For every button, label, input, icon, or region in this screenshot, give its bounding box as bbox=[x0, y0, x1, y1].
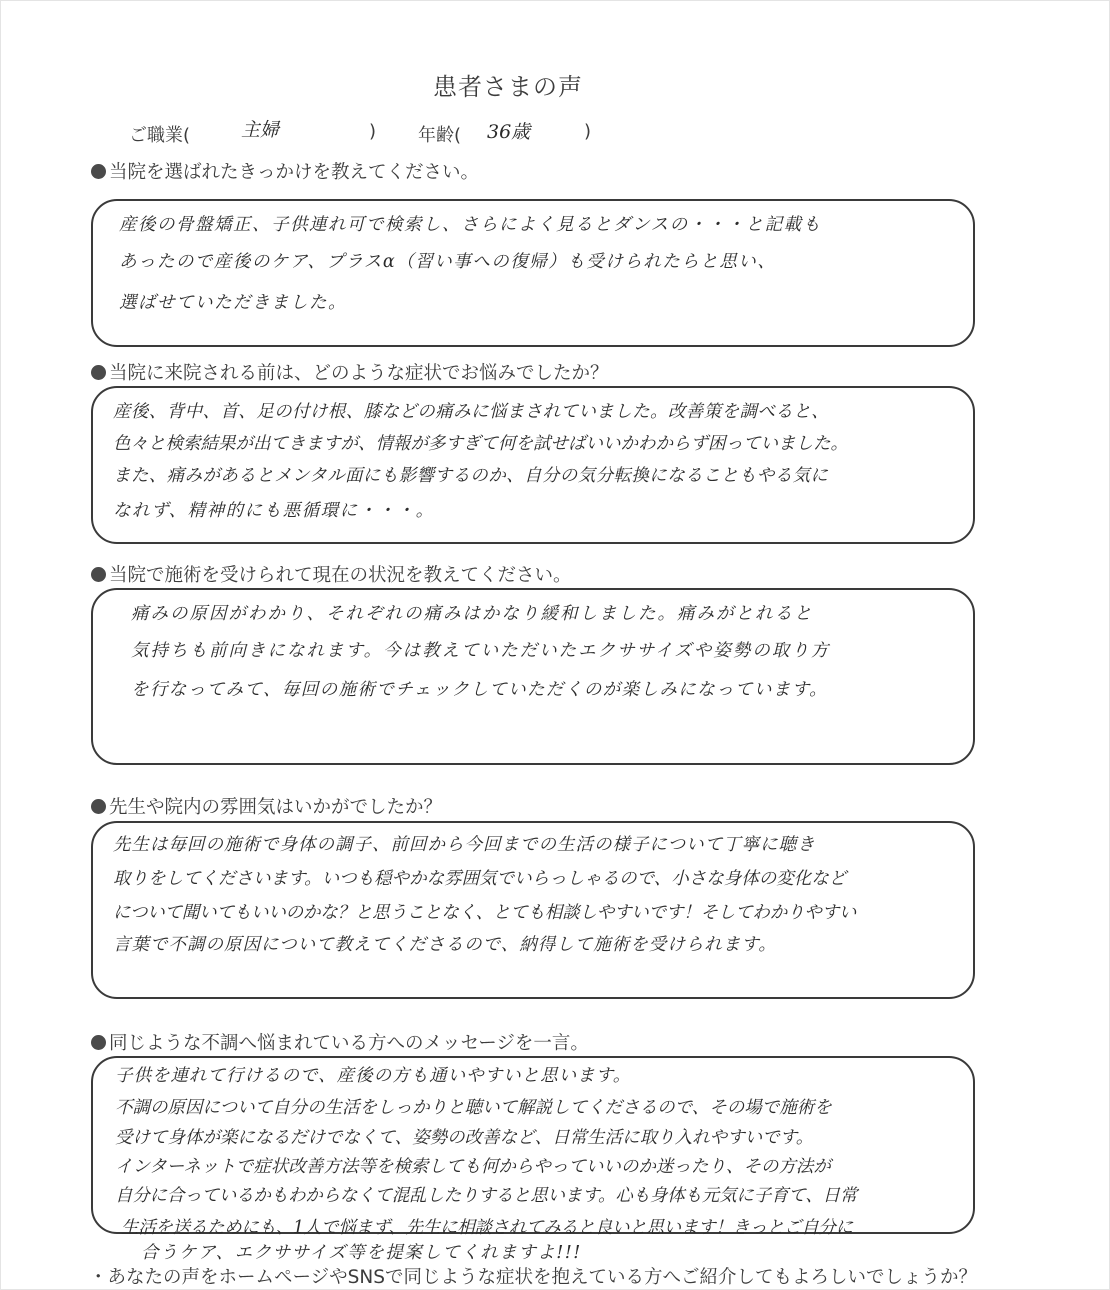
question-symptoms-before: 当院に来院される前は、どのような症状でお悩みでしたか？ bbox=[91, 359, 609, 385]
answer-line: なれず、精神的にも悪循環に・・・。 bbox=[113, 501, 435, 521]
answer-overflow-line: 合うケア、エクササイズ等を提案してくれますよ!!! bbox=[141, 1243, 582, 1263]
answer-line: 選ばせていただきました。 bbox=[119, 293, 347, 313]
answer-line: 先生は毎回の施術で身体の調子、前回から今回までの生活の様子について丁寧に聴き bbox=[113, 835, 816, 855]
answer-line: を行なってみて、毎回の施術でチェックしていただくのが楽しみになっています。 bbox=[131, 680, 829, 700]
occupation-close: ) bbox=[369, 121, 377, 142]
answer-line: あったので産後のケア、プラスα（習い事への復帰）も受けられたらと思い、 bbox=[119, 252, 777, 272]
answer-line: 受けて身体が楽になるだけでなくて、姿勢の改善など、日常生活に取り入れやすいです。 bbox=[115, 1128, 814, 1148]
bullet-icon bbox=[91, 164, 106, 179]
question-current-status: 当院で施術を受けられて現在の状況を教えてください。 bbox=[91, 561, 572, 587]
footer-consent-question: ・あなたの声をホームページやSNSで同じような症状を抱えている方へご紹介してもよろしいでしょうか？ bbox=[89, 1267, 977, 1288]
question-reason-for-choosing: 当院を選ばれたきっかけを教えてください。 bbox=[91, 158, 479, 184]
occupation-value: 主婦 bbox=[241, 119, 280, 141]
answer-line: また、痛みがあるとメンタル面にも影響するのか、自分の気分転換になることもやる気に bbox=[113, 466, 829, 486]
age-close: ) bbox=[584, 121, 592, 142]
bullet-icon bbox=[91, 799, 106, 814]
answer-box-symptoms bbox=[91, 386, 975, 544]
bullet-icon bbox=[91, 365, 106, 380]
age-value: 36歳 bbox=[487, 121, 531, 143]
answer-box-message bbox=[91, 1056, 975, 1234]
answer-line: 子供を連れて行けるので、産後の方も通いやすいと思います。 bbox=[115, 1066, 632, 1086]
answer-line: 自分に合っているかもわからなくて混乱したりすると思います。心も身体も元気に子育て、日常 bbox=[115, 1186, 858, 1206]
answer-line: について聞いてもいいのかな？と思うことなく、とても相談しやすいです！そしてわかりやすい bbox=[113, 903, 857, 923]
question-atmosphere: 先生や院内の雰囲気はいかがでしたか？ bbox=[91, 793, 442, 819]
answer-line: 取りをしてくださいます。いつも穏やかな雰囲気でいらっしゃるので、小さな身体の変化など bbox=[113, 869, 847, 889]
answer-overflow-line: 生活を送るためにも、1人で悩まず、先生に相談されてみると良いと思います！きっとご自分に bbox=[121, 1218, 853, 1238]
answer-line: インターネットで症状改善方法等を検索しても何からやっていいのか迷ったり、その方法が bbox=[115, 1157, 831, 1177]
page-title: 患者さまの声 bbox=[433, 73, 583, 101]
occupation-label: ご職業( bbox=[129, 125, 191, 146]
answer-line: 言葉で不調の原因について教えてくださるので、納得して施術を受けられます。 bbox=[113, 935, 777, 955]
answer-line: 痛みの原因がわかり、それぞれの痛みはかなり緩和しました。痛みがとれると bbox=[131, 604, 814, 624]
answer-box-reason bbox=[91, 199, 975, 347]
answer-line: 産後、背中、首、足の付け根、膝などの痛みに悩まされていました。改善策を調べると、 bbox=[113, 402, 829, 422]
answer-line: 不調の原因について自分の生活をしっかりと聴いて解説してくださるので、その場で施術を bbox=[115, 1098, 832, 1118]
bullet-icon bbox=[91, 1035, 106, 1050]
answer-box-atmosphere bbox=[91, 821, 975, 999]
answer-line: 産後の骨盤矯正、子供連れ可で検索し、さらによく見るとダンスの・・・と記載も bbox=[119, 215, 822, 235]
answer-line: 気持ちも前向きになれます。今は教えていただいたエクササイズや姿勢の取り方 bbox=[131, 641, 831, 661]
age-label: 年齢( bbox=[418, 125, 462, 146]
answer-box-current-status bbox=[91, 588, 975, 765]
question-message: 同じような不調へ悩まれている方へのメッセージを一言。 bbox=[91, 1029, 589, 1055]
bullet-icon bbox=[91, 567, 106, 582]
answer-line: 色々と検索結果が出てきますが、情報が多すぎて何を試せばいいかわからず困っていました。 bbox=[113, 434, 848, 454]
